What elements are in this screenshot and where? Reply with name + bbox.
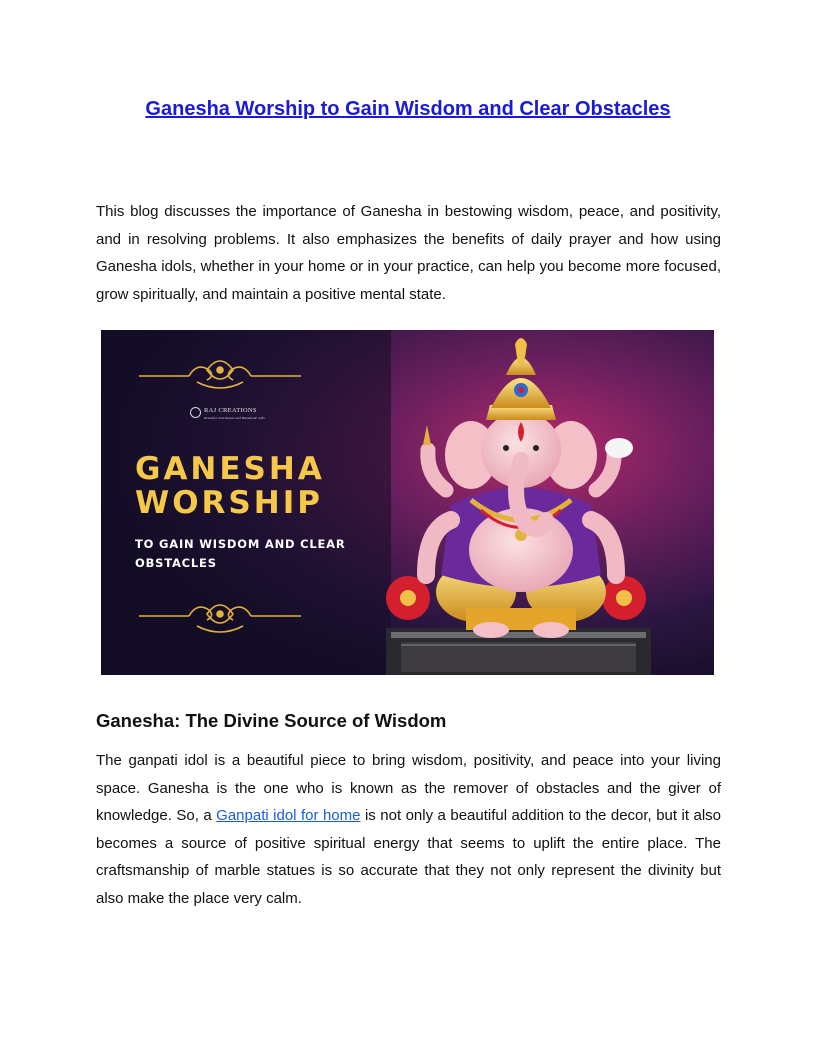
paragraph-text-before-link: The ganpati idol is a beautiful piece to bring wisdom, positivity, and peace into your living space. Ganesha is the one who is known as the remover of obstacles and the giver of knowledge. So, a (96, 752, 721, 824)
page-title (96, 98, 720, 121)
logo-icon (190, 407, 201, 418)
title-link[interactable]: Ganesha Worship to Gain Wisdom and Clear Obstacles (145, 98, 671, 120)
ganpati-idol-link[interactable]: Ganpati idol for home (216, 807, 361, 824)
logo-name: RAJ CREATIONS (204, 407, 257, 414)
section-paragraph (96, 747, 721, 912)
paragraph-text-after-link: is not only a beautiful addition to the decor, but it also becomes a source of positive spiritual energy that seems to uplift the entire place. The craftsmanship of marble statues is so accurate that they not only represent the divinity but also make the place very calm. (96, 807, 722, 907)
banner-subheading-line1: TO GAIN WISDOM AND CLEAR (135, 537, 346, 551)
banner-heading-line1: GANESHA (135, 451, 325, 487)
hero-banner-image (101, 330, 714, 675)
intro-paragraph: This blog discusses the importance of Ganesha in bestowing wisdom, peace, and positivity, and in resolving problems. It also emphasizes the benefits of daily prayer and how using Ganesha idols, whether in your home or in your practice, can help you become more focused, grow spiritually, and maintain a positive mental state. (96, 203, 721, 303)
logo-tagline: Beautiful God Statues and Handmade Gifts (204, 416, 265, 420)
banner-subheading-line2: OBSTACLES (135, 556, 217, 570)
banner-heading-line2: WORSHIP (135, 485, 323, 521)
banner-text-block (135, 452, 346, 573)
section-heading: Ganesha: The Divine Source of Wisdom (96, 710, 447, 731)
idol-pedestal (386, 628, 651, 675)
